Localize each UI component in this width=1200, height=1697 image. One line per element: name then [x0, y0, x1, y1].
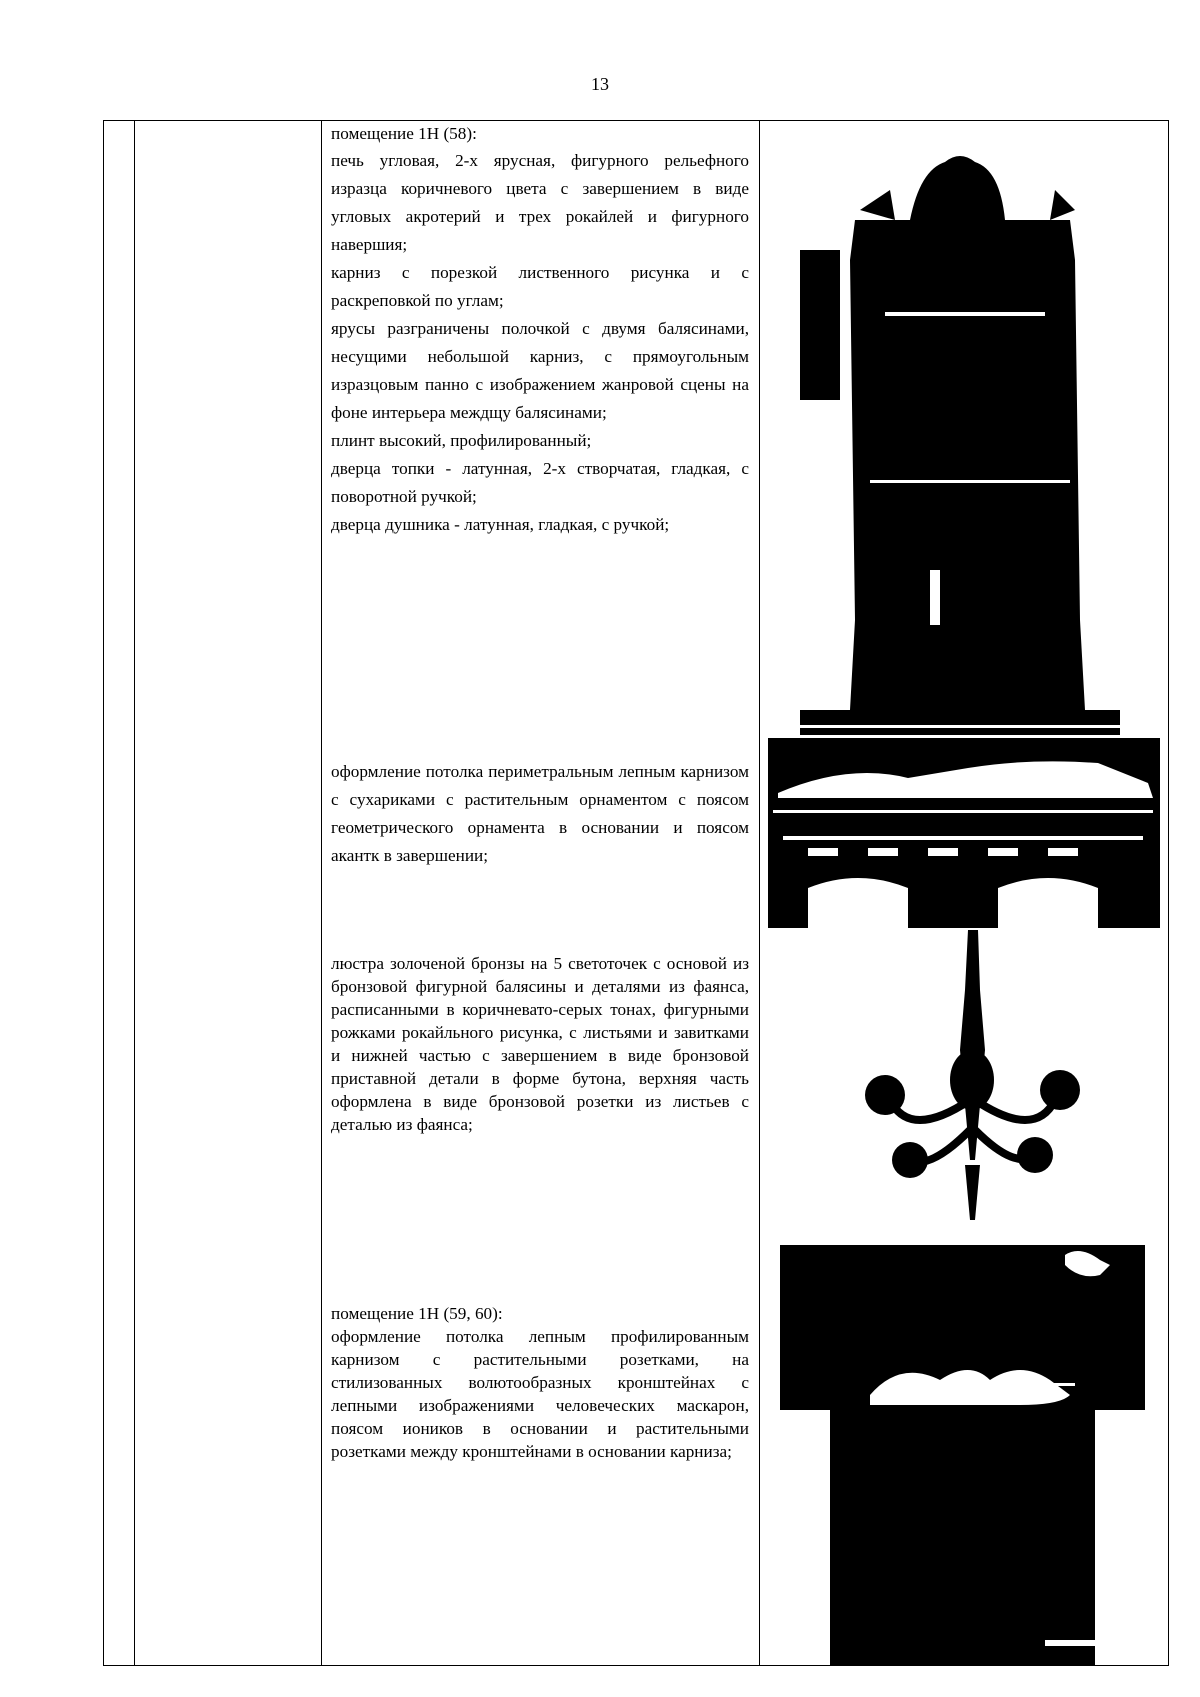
chandelier-photo	[850, 930, 1100, 1230]
room-heading-1h-58: помещение 1Н (58):	[331, 124, 477, 143]
table-col-border-0	[103, 120, 104, 1666]
ceiling-2-description: оформление потолка лепным профилированным карнизом с растительными розетками, на стилизованных волютообразных кронштейнах с лепными изображениями человеческих маскарон, поясом иоников в основании и растительными розетками между кронштейнами в основании карниза;	[331, 1327, 749, 1461]
chandelier-description: люстра золоченой бронзы на 5 светоточек с основой из бронзовой фигурной балясины и деталями из фаянса, расписанными в коричневато-серых тонах, фигурными рожками рокайльного рисунка, с листьями и завитками и нижней частью с завершением в виде бронзовой приставной детали в форме бутона, верхняя часть оформлена в виде бронзовой розетки из листьев с деталью из фаянса;	[331, 954, 749, 1134]
section-2-text	[331, 1302, 749, 1463]
stove-photo	[800, 150, 1120, 735]
stove-description: печь угловая, 2-х ярусная, фигурного рельефного изразца коричневого цвета с завершением в виде угловых акротерий и трех рокайлей и фигурного навершия;	[331, 151, 749, 254]
ceiling-1-text	[331, 758, 749, 870]
firebox-door-description: дверца топки - латунная, 2-х створчатая, гладкая, с поворотной ручкой;	[331, 459, 749, 506]
cornice-photo	[768, 738, 1160, 928]
section-1-text	[331, 121, 749, 539]
chandelier-text	[331, 952, 749, 1136]
table-bottom-border	[103, 1665, 1169, 1666]
table-col-border-1	[134, 120, 135, 1666]
vent-door-description: дверца душника - латунная, гладкая, с ручкой;	[331, 515, 670, 534]
plinth-description: плинт высокий, профилированный;	[331, 431, 592, 450]
table-col-border-2	[321, 120, 322, 1666]
ceiling-photo	[780, 1245, 1145, 1665]
tiers-description: ярусы разграничены полочкой с двумя балясинами, несущими небольшой карниз, с прямоугольным изразцовым панно с изображением жанровой сцены на фоне интерьера междщу балясинами;	[331, 319, 749, 422]
table-col-border-4	[1168, 120, 1169, 1666]
room-heading-1h-59-60: помещение 1Н (59, 60):	[331, 1304, 503, 1323]
cornice-description: карниз с порезкой лиственного рисунка и с раскреповкой по углам;	[331, 263, 749, 310]
table-col-border-3	[759, 120, 760, 1666]
page-number: 13	[591, 74, 609, 94]
ceiling-cornice-description: оформление потолка периметральным лепным карнизом с сухариками с растительным орнаментом с поясом геометрического орнамента в основании и поясом акантк в завершении;	[331, 762, 749, 865]
